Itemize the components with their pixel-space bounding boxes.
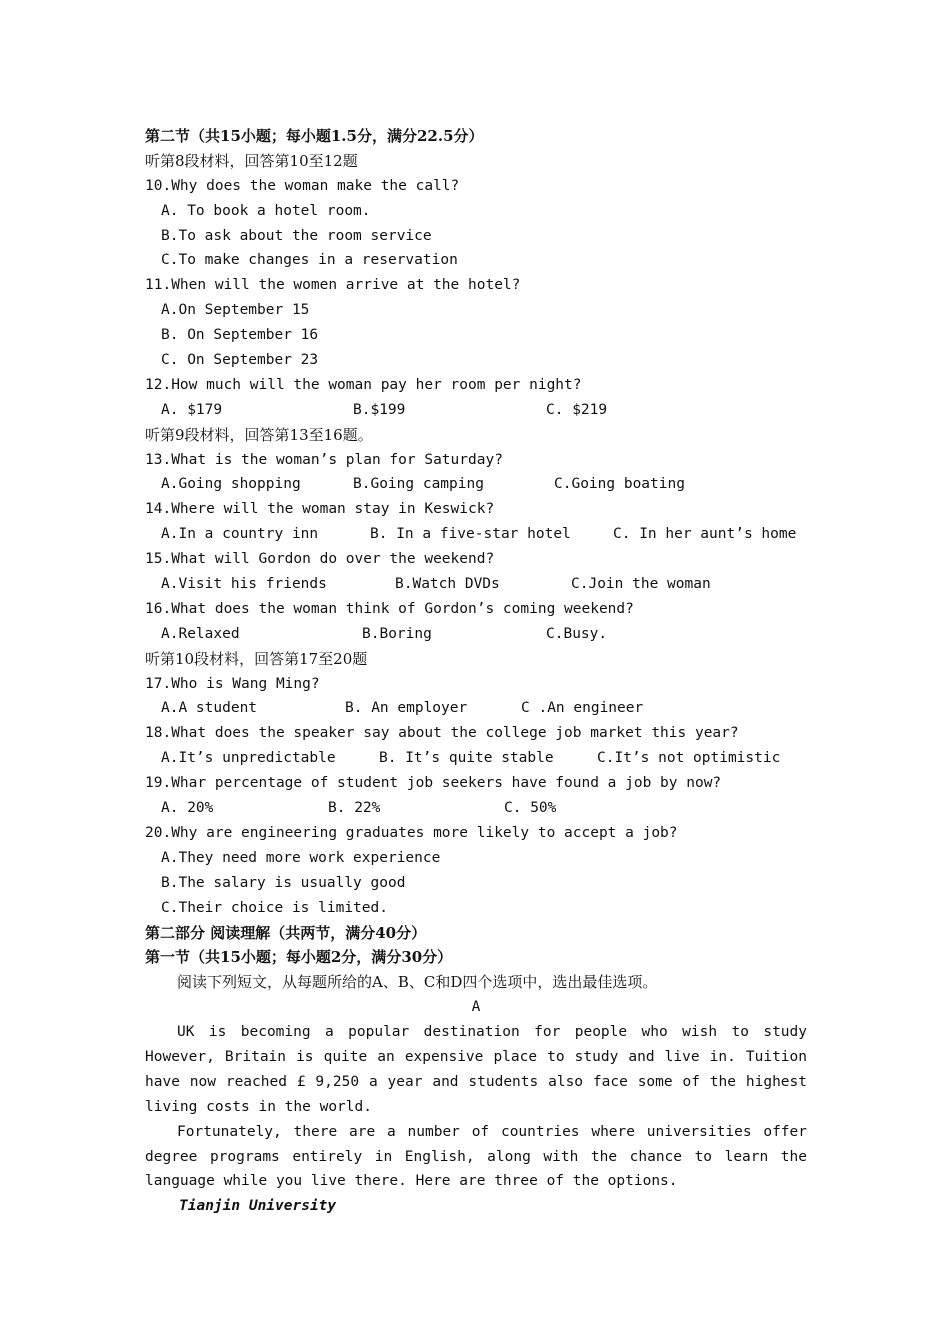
option-b: B.Going camping xyxy=(353,476,484,493)
question-stem: 12.How much will the woman pay her room per night? xyxy=(145,376,582,393)
question-stem: 15.What will Gordon do over the weekend? xyxy=(145,551,495,568)
options-row xyxy=(145,622,807,647)
question-stem: 18.What does the speaker say about the college job market this year? xyxy=(145,725,739,742)
option-c: C .An engineer xyxy=(521,700,644,717)
paragraph-line: have now reached £ 9,250 a year and students also face some of the highest xyxy=(145,1073,807,1090)
options-row xyxy=(145,796,807,821)
section-header: 第一节（共15小题；每小题2分，满分30分） xyxy=(145,948,453,967)
option-c: C.Going boating xyxy=(554,476,685,493)
passage-subtitle: Tianjin University xyxy=(179,1198,337,1215)
option-b: B.$199 xyxy=(353,401,406,418)
option-b: B.Watch DVDs xyxy=(395,576,500,593)
question-stem: 19.Whar percentage of student job seekers have found a job by now? xyxy=(145,775,722,792)
paragraph-line: However, Britain is quite an expensive place to study and live in. Tuition xyxy=(145,1048,807,1065)
option-b: B. An employer xyxy=(345,700,468,717)
exam-page xyxy=(145,124,807,1219)
option-a: A.On September 15 xyxy=(161,302,310,319)
option-a: A.It’s unpredictable xyxy=(161,750,336,767)
question-stem: 17.Who is Wang Ming? xyxy=(145,675,320,692)
options-row xyxy=(145,522,807,547)
passage-label: A xyxy=(471,999,481,1016)
option-c: C. On September 23 xyxy=(161,352,319,369)
option-c: C. In her aunt’s home xyxy=(613,526,797,543)
option-b: B. It’s quite stable xyxy=(379,750,554,767)
option-c: C. $219 xyxy=(546,401,608,418)
options-row xyxy=(145,746,807,771)
options-row xyxy=(145,398,807,423)
option-b: B.The salary is usually good xyxy=(161,874,406,891)
paragraph-line: Fortunately, there are a number of countries where universities offer xyxy=(177,1123,807,1140)
section-header: 第二节（共15小题；每小题1.5分，满分22.5分） xyxy=(145,127,484,145)
option-a: A.A student xyxy=(161,700,258,717)
option-a: A. 20% xyxy=(161,800,214,817)
option-c: C. 50% xyxy=(504,800,557,817)
option-b: B. On September 16 xyxy=(161,327,319,344)
options-row xyxy=(145,696,807,721)
options-row xyxy=(145,472,807,497)
question-stem: 14.Where will the woman stay in Keswick? xyxy=(145,501,495,518)
option-b: B. 22% xyxy=(328,800,381,817)
option-a: A.Going shopping xyxy=(161,476,301,493)
option-a: A.Relaxed xyxy=(161,625,240,642)
options-row xyxy=(145,572,807,597)
question-stem: 10.Why does the woman make the call? xyxy=(145,177,460,194)
option-c: C.Join the woman xyxy=(571,576,711,593)
option-a: A. To book a hotel room. xyxy=(161,202,371,219)
part-header: 第二部分 阅读理解（共两节，满分40分） xyxy=(145,923,427,942)
option-a: A. $179 xyxy=(161,401,223,418)
option-b: B.Boring xyxy=(362,625,432,642)
option-c: C.Their choice is limited. xyxy=(161,899,388,916)
paragraph-line: language while you live there. Here are three of the options. xyxy=(145,1173,678,1190)
option-b: B. In a five-star hotel xyxy=(370,526,571,543)
question-stem: 20.Why are engineering graduates more likely to accept a job? xyxy=(145,824,678,841)
option-a: A.In a country inn xyxy=(161,526,319,543)
question-stem: 13.What is the woman’s plan for Saturday? xyxy=(145,451,503,468)
material-intro: 听第9段材料，回答第13至16题。 xyxy=(145,425,373,444)
option-a: A.They need more work experience xyxy=(161,849,441,866)
option-a: A.Visit his friends xyxy=(161,576,327,593)
material-intro: 听第8段材料，回答第10至12题 xyxy=(145,151,358,170)
material-intro: 听第10段材料，回答第17至20题 xyxy=(145,649,368,668)
paragraph-line: UK is becoming a popular destination for people who wish to study xyxy=(177,1024,807,1041)
option-b: B.To ask about the room service xyxy=(161,227,432,244)
question-stem: 11.When will the women arrive at the hotel? xyxy=(145,277,521,294)
option-c: C.It’s not optimistic xyxy=(597,750,781,767)
reading-instruction: 阅读下列短文，从每题所给的A、B、C和D四个选项中，选出最佳选项。 xyxy=(177,973,658,992)
option-c: C.Busy. xyxy=(546,625,608,642)
paragraph-line: degree programs entirely in English, along with the chance to learn the xyxy=(145,1148,807,1165)
option-c: C.To make changes in a reservation xyxy=(161,252,458,269)
question-stem: 16.What does the woman think of Gordon’s coming weekend? xyxy=(145,600,634,617)
paragraph-line: living costs in the world. xyxy=(145,1098,372,1115)
